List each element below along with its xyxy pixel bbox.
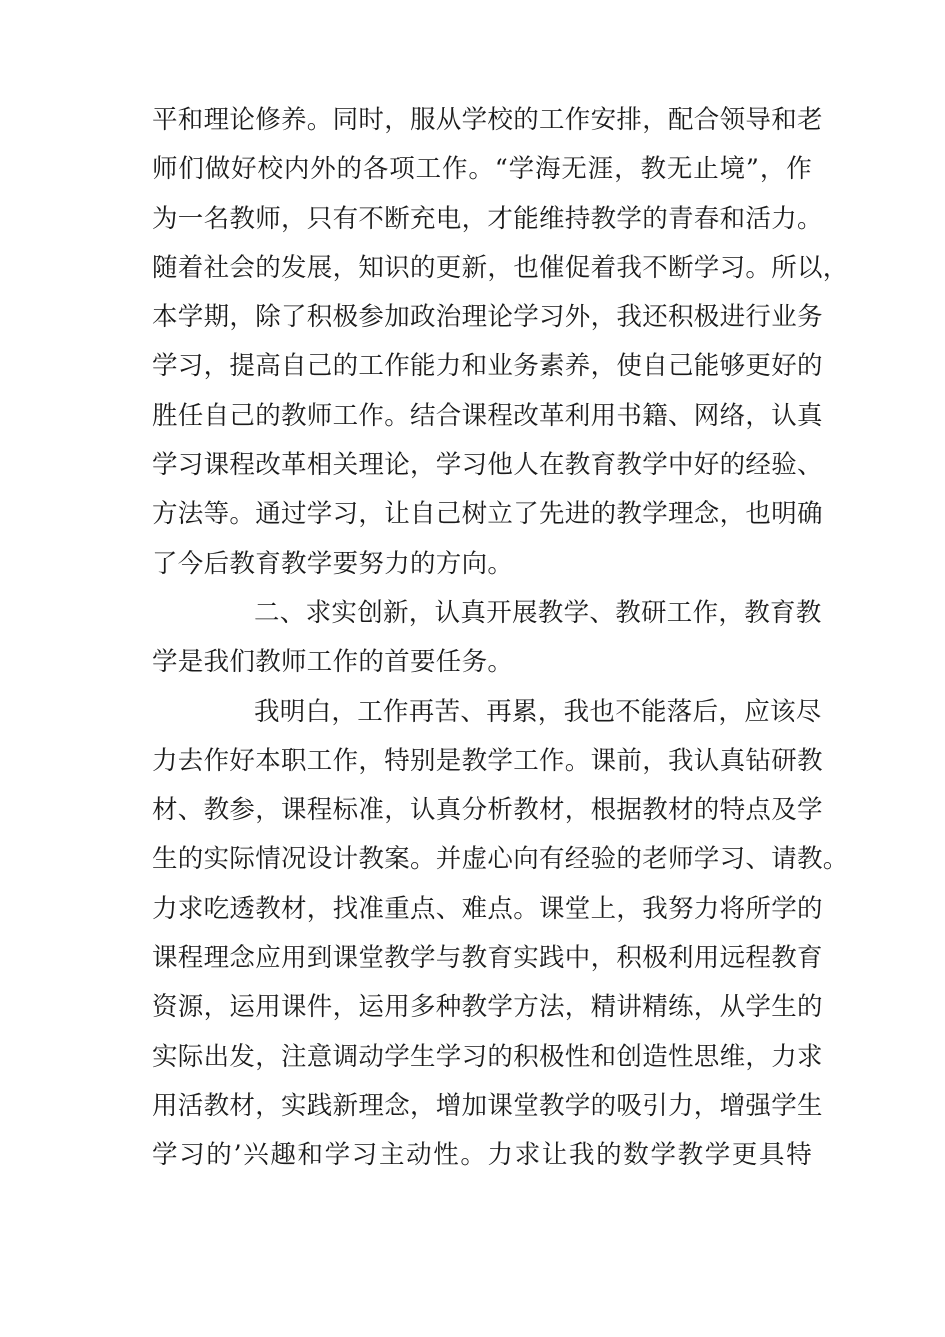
text-line: 用活教材，实践新理念，增加课堂教学的吸引力，增强学生 xyxy=(152,1090,823,1121)
text-line: 胜任自己的教师工作。结合课程改革利用书籍、网络，认真 xyxy=(152,400,823,431)
text-line: 方法等。通过学习，让自己树立了先进的教学理念，也明确 xyxy=(152,499,823,530)
text-line: 本学期，除了积极参加政治理论学习外，我还积极进行业务 xyxy=(152,302,823,333)
text-line: 学习，提高自己的工作能力和业务素养，使自己能够更好的 xyxy=(152,351,823,382)
text-line: 学习的’兴趣和学习主动性。力求让我的数学教学更具特 xyxy=(152,1140,812,1171)
text-line: 为一名教师，只有不断充电，才能维持教学的青春和活力。 xyxy=(152,203,823,234)
text-line: 随着社会的发展，知识的更新，也催促着我不断学习。所以， xyxy=(152,252,849,283)
text-line: 材、教参，课程标准，认真分析教材，根据教材的特点及学 xyxy=(152,795,823,826)
text-line: 学习课程改革相关理论，学习他人在教育教学中好的经验、 xyxy=(152,450,823,481)
text-line: 平和理论修养。同时，服从学校的工作安排，配合领导和老 xyxy=(152,105,823,135)
text-line: 课程理念应用到课堂教学与教育实践中，积极利用远程教育 xyxy=(152,943,823,974)
text-line: 资源，运用课件，运用多种教学方法，精讲精练，从学生的 xyxy=(152,992,823,1023)
text-line: 师们做好校内外的各项工作。“学海无涯，教无止境”，作 xyxy=(152,154,812,185)
text-line: 实际出发，注意调动学生学习的积极性和创造性思维，力求 xyxy=(152,1041,823,1072)
text-line: 学是我们教师工作的首要任务。 xyxy=(152,647,514,678)
text-line: 生的实际情况设计教案。并虚心向有经验的老师学习、请教。 xyxy=(152,844,849,875)
text-line: 力去作好本职工作，特别是教学工作。课前，我认真钻研教 xyxy=(152,745,823,776)
text-line: 力求吃透教材，找准重点、难点。课堂上，我努力将所学的 xyxy=(152,893,823,924)
paragraph-first-line: 我明白，工作再苦、再累，我也不能落后，应该尽 xyxy=(254,696,822,727)
text-line: 了今后教育教学要努力的方向。 xyxy=(152,548,514,579)
document-body xyxy=(152,96,849,1181)
section-heading-line: 二、求实创新，认真开展教学、教研工作，教育教 xyxy=(254,597,822,628)
